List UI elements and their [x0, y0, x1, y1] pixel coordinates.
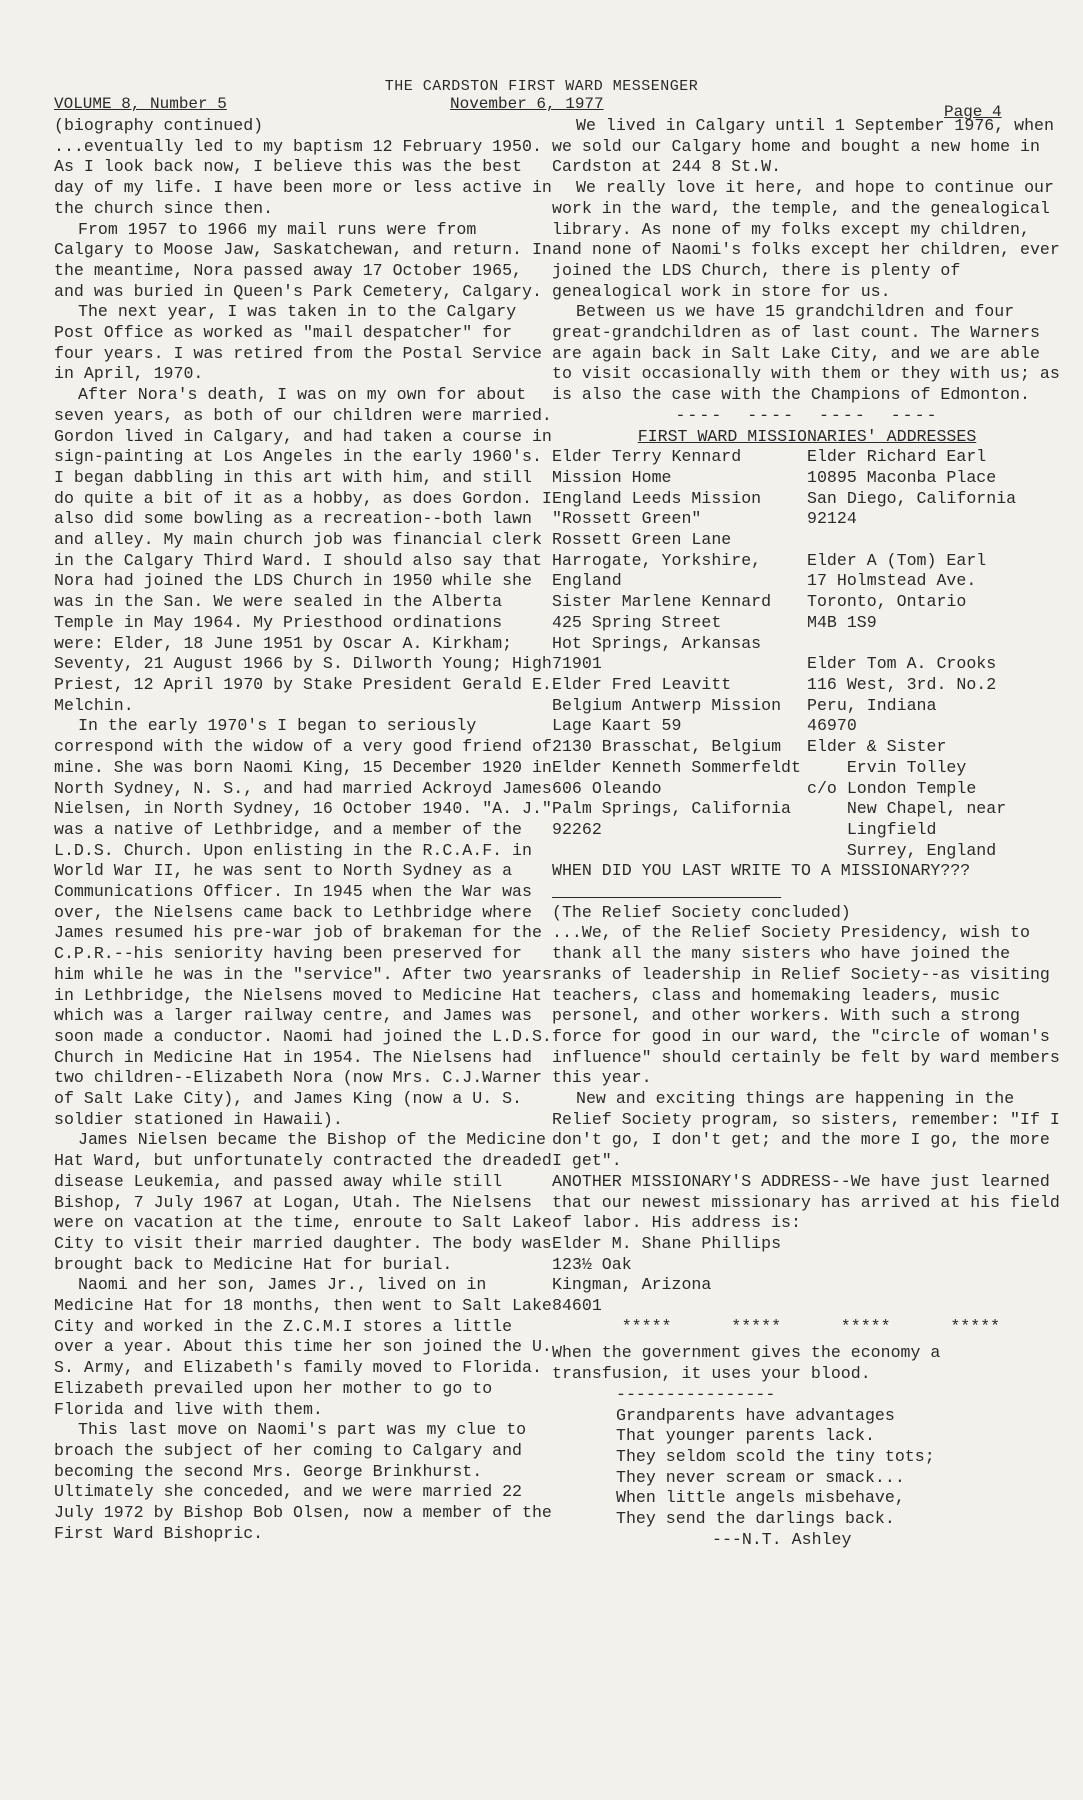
bio-paragraph: After Nora's death, I was on my own for about seven years, as both of our children were married. Gordon lived in Calgary, and had taken a course in sign-painting at Los Angeles in the early 1960's. I began dabbling in this art with him, and still do quite a bit of it as a hobby, as does Gordon. I also did some bowling as a recreation--both lawn and alley. My main church job was financial clerk in the Calgary Third Ward. I should also say that Nora had joined the LDS Church in 1950 while she was in the San. We were sealed in the Alberta Temple in May 1964. My Priesthood ordinations were: Elder, 18 June 1951 by Oscar A. Kirkham; Seventy, 21 August 1966 by S. Dilworth Young; High Priest, 12 April 1970 by Stake President Gerald E. Melchin.: [54, 385, 552, 715]
relief-society-paragraph: ...We, of the Relief Society Presidency, wish to thank all the many sisters who have joined the ranks of leadership in Relief Society--as visiting teachers, class and homemaking leaders, music personel, and other workers. With such a strong force for good in our ward, the "circle of woman's influence" should certainly be felt by ward members this year.: [552, 923, 1060, 1088]
another-missionary-notice: ANOTHER MISSIONARY'S ADDRESS--We have just learned that our newest missionary has arrived at his field of labor. His address is:: [552, 1171, 1060, 1233]
bio-paragraph: From 1957 to 1966 my mail runs were from Calgary to Moose Jaw, Saskatchewan, and return. In the meantime, Nora passed away 17 October 1965, and was buried in Queen's Park Cemetery, Calgary.: [54, 219, 552, 301]
address-line: Elder Richard Earl: [807, 447, 987, 467]
bio-paragraph: The next year, I was taken in to the Calgary Post Office as worked as "mail despatcher" for four years. I was retired from the Postal Service in April, 1970.: [54, 302, 542, 384]
address-line: Harrogate, Yorkshire,: [552, 550, 762, 570]
issue-date: November 6, 1977: [450, 95, 604, 113]
new-missionary-address: [552, 1234, 1062, 1317]
write-missionary-dashes: __ __ __ __ __: [552, 882, 782, 902]
poem-line: That younger parents lack.: [616, 1426, 875, 1446]
address-line: M4B 1S9: [807, 612, 877, 632]
address-line: 92124: [807, 509, 857, 529]
address-line: 92262: [552, 819, 602, 839]
address-line: Elder & Sister: [807, 737, 947, 757]
bio-paragraph: ...eventually led to my baptism 12 February 1950. As I look back now, I believe this was the best day of my life. I have been more or less active in the church since then.: [54, 136, 552, 218]
grandparents-poem: [552, 1406, 1062, 1530]
volume-number: VOLUME 8, Number 5: [54, 95, 227, 113]
dash-separator: ----------------: [616, 1384, 776, 1404]
star-separator: ***** ***** ***** *****: [552, 1316, 1001, 1336]
poem-line: Grandparents have advantages: [616, 1405, 895, 1425]
left-column: [54, 116, 554, 1545]
address-line: England Leeds Mission: [552, 488, 762, 508]
bio-paragraph: Naomi and her son, James Jr., lived on in Medicine Hat for 18 months, then went to Salt Lake City and worked in the Z.C.M.I stores a little over a year. About this time her son joined the U. S. Army, and Elizabeth's family moved to Florida. Elizabeth prevailed upon her mother to go to Florida and live with them.: [54, 1275, 552, 1419]
address-line: Mission Home: [552, 467, 672, 487]
address-line: Elder Fred Leavitt: [552, 674, 732, 694]
address-line: Kingman, Arizona: [552, 1275, 712, 1295]
page-number: Page 4: [944, 103, 1002, 121]
right-column: [552, 116, 1062, 1551]
poem-line: They never scream or smack...: [616, 1467, 905, 1487]
address-line: Elder Tom A. Crooks: [807, 654, 997, 674]
address-line: Ervin Tolley: [807, 757, 967, 777]
address-line: Elder A (Tom) Earl: [807, 550, 987, 570]
address-line: 17 Holmstead Ave.: [807, 571, 977, 591]
bio-paragraph: This last move on Naomi's part was my clue to broach the subject of her coming to Calgary and becoming the second Mrs. George Brinkhurst. Ultimately she conceded, and we were married 22 July 1972 by Bishop Bob Olsen, now a member of the First Ward Bishopric.: [54, 1420, 552, 1543]
masthead-title: THE CARDSTON FIRST WARD MESSENGER: [384, 78, 699, 95]
address-line: 606 Oleando: [552, 778, 662, 798]
address-column-right: [807, 447, 1062, 861]
address-line: Surrey, England: [807, 840, 997, 860]
address-line: Lingfield: [807, 819, 937, 839]
bio-paragraph: In the early 1970's I began to seriously correspond with the widow of a very good friend of mine. She was born Naomi King, 15 December 1920 in North Sydney, N. S., and had married Ackroyd James Nielsen, in North Sydney, 16 October 1940. "A. J." was a native of Lethbridge, and a member of the L.D.S. Church. Upon enlisting in the R.C.A.F. in World War II, he was sent to North Sydney as a Communications Officer. In 1945 when the War was over, the Nielsens came back to Lethbridge where James resumed his pre-war job of brakeman for the C.P.R.--his seniority having been preserved for him while he was in the "service". After two years in Lethbridge, the Nielsens moved to Medicine Hat which was a larger railway centre, and James was soon made a conductor. Naomi had joined the L.D.S. Church in Medicine Hat in 1954. The Nielsens had two children--Elizabeth Nora (now Mrs. C.J.Warner of Salt Lake City), and James King (now a U. S. soldier stationed in Hawaii).: [54, 716, 552, 1129]
address-line: Palm Springs, California: [552, 799, 791, 819]
bio-paragraph: We really love it here, and hope to continue our work in the ward, the temple, and the genealogical library. As none of my folks except my children, and none of Naomi's folks except her children, ever joined the LDS Church, there is plenty of genealogical work in store for us.: [552, 178, 1060, 301]
section-separator: ---- ---- ---- ----: [675, 405, 939, 425]
address-line: 46970: [807, 716, 857, 736]
address-line: Elder Terry Kennard: [552, 447, 742, 467]
poem-author: ---N.T. Ashley: [712, 1529, 852, 1549]
address-line: 123½ Oak: [552, 1254, 632, 1274]
write-missionary-question: WHEN DID YOU LAST WRITE TO A MISSIONARY???: [552, 861, 971, 881]
address-line: San Diego, California: [807, 488, 1017, 508]
relief-society-paragraph: New and exciting things are happening in the Relief Society program, so sisters, remember: "If I don't go, I don't get; and the more I go, the more I get".: [552, 1089, 1060, 1171]
address-line: Peru, Indiana: [807, 695, 937, 715]
bio-paragraph: James Nielsen became the Bishop of the Medicine Hat Ward, but unfortunately contracted the dreaded disease Leukemia, and passed away while still Bishop, 7 July 1967 at Logan, Utah. The Nielsens were on vacation at the time, enroute to Salt Lake City to visit their married daughter. The body was brought back to Medicine Hat for burial.: [54, 1130, 552, 1274]
address-line: 84601: [552, 1296, 602, 1316]
missionary-address-list: [552, 447, 1062, 861]
bio-paragraph: Between us we have 15 grandchildren and four great-grandchildren as of last count. The Warners are again back in Salt Lake City, and we are able to visit occasionally with them or they with us; as is also the case with the Champions of Edmonton.: [552, 302, 1060, 405]
address-line: "Rossett Green": [552, 509, 702, 529]
bio-paragraph: We lived in Calgary until 1 September 1976, when we sold our Calgary home and bought a new home in Cardston at 244 8 St.W.: [552, 116, 1054, 177]
address-line: Lage Kaart 59: [552, 716, 682, 736]
address-line: Rossett Green Lane: [552, 530, 732, 550]
economy-joke: When the government gives the economy a transfusion, it uses your blood.: [552, 1343, 941, 1384]
address-line: 71901: [552, 654, 602, 674]
poem-line: When little angels misbehave,: [616, 1488, 905, 1508]
address-line: Elder M. Shane Phillips: [552, 1233, 782, 1253]
address-line: England: [552, 571, 622, 591]
missionary-addresses-heading: FIRST WARD MISSIONARIES' ADDRESSES: [637, 426, 977, 446]
address-line: Hot Springs, Arkansas: [552, 633, 762, 653]
address-line: Sister Marlene Kennard: [552, 592, 772, 612]
poem-line: They seldom scold the tiny tots;: [616, 1447, 935, 1466]
address-line: 10895 Maconba Place: [807, 467, 997, 487]
address-line: Elder Kenneth Sommerfeldt: [552, 757, 801, 777]
address-line: 425 Spring Street: [552, 612, 722, 632]
address-line: Toronto, Ontario: [807, 592, 967, 612]
address-line: c/o London Temple: [807, 778, 977, 798]
poem-line: They send the darlings back.: [616, 1509, 895, 1529]
biography-continued-label: (biography continued): [54, 116, 264, 135]
address-line: New Chapel, near: [807, 799, 1007, 819]
relief-society-heading: (The Relief Society concluded): [552, 902, 851, 922]
address-column-left: [552, 447, 807, 861]
address-line: 116 West, 3rd. No.2: [807, 674, 997, 694]
address-line: 2130 Brasschat, Belgium: [552, 737, 782, 757]
address-line: Belgium Antwerp Mission: [552, 695, 782, 715]
